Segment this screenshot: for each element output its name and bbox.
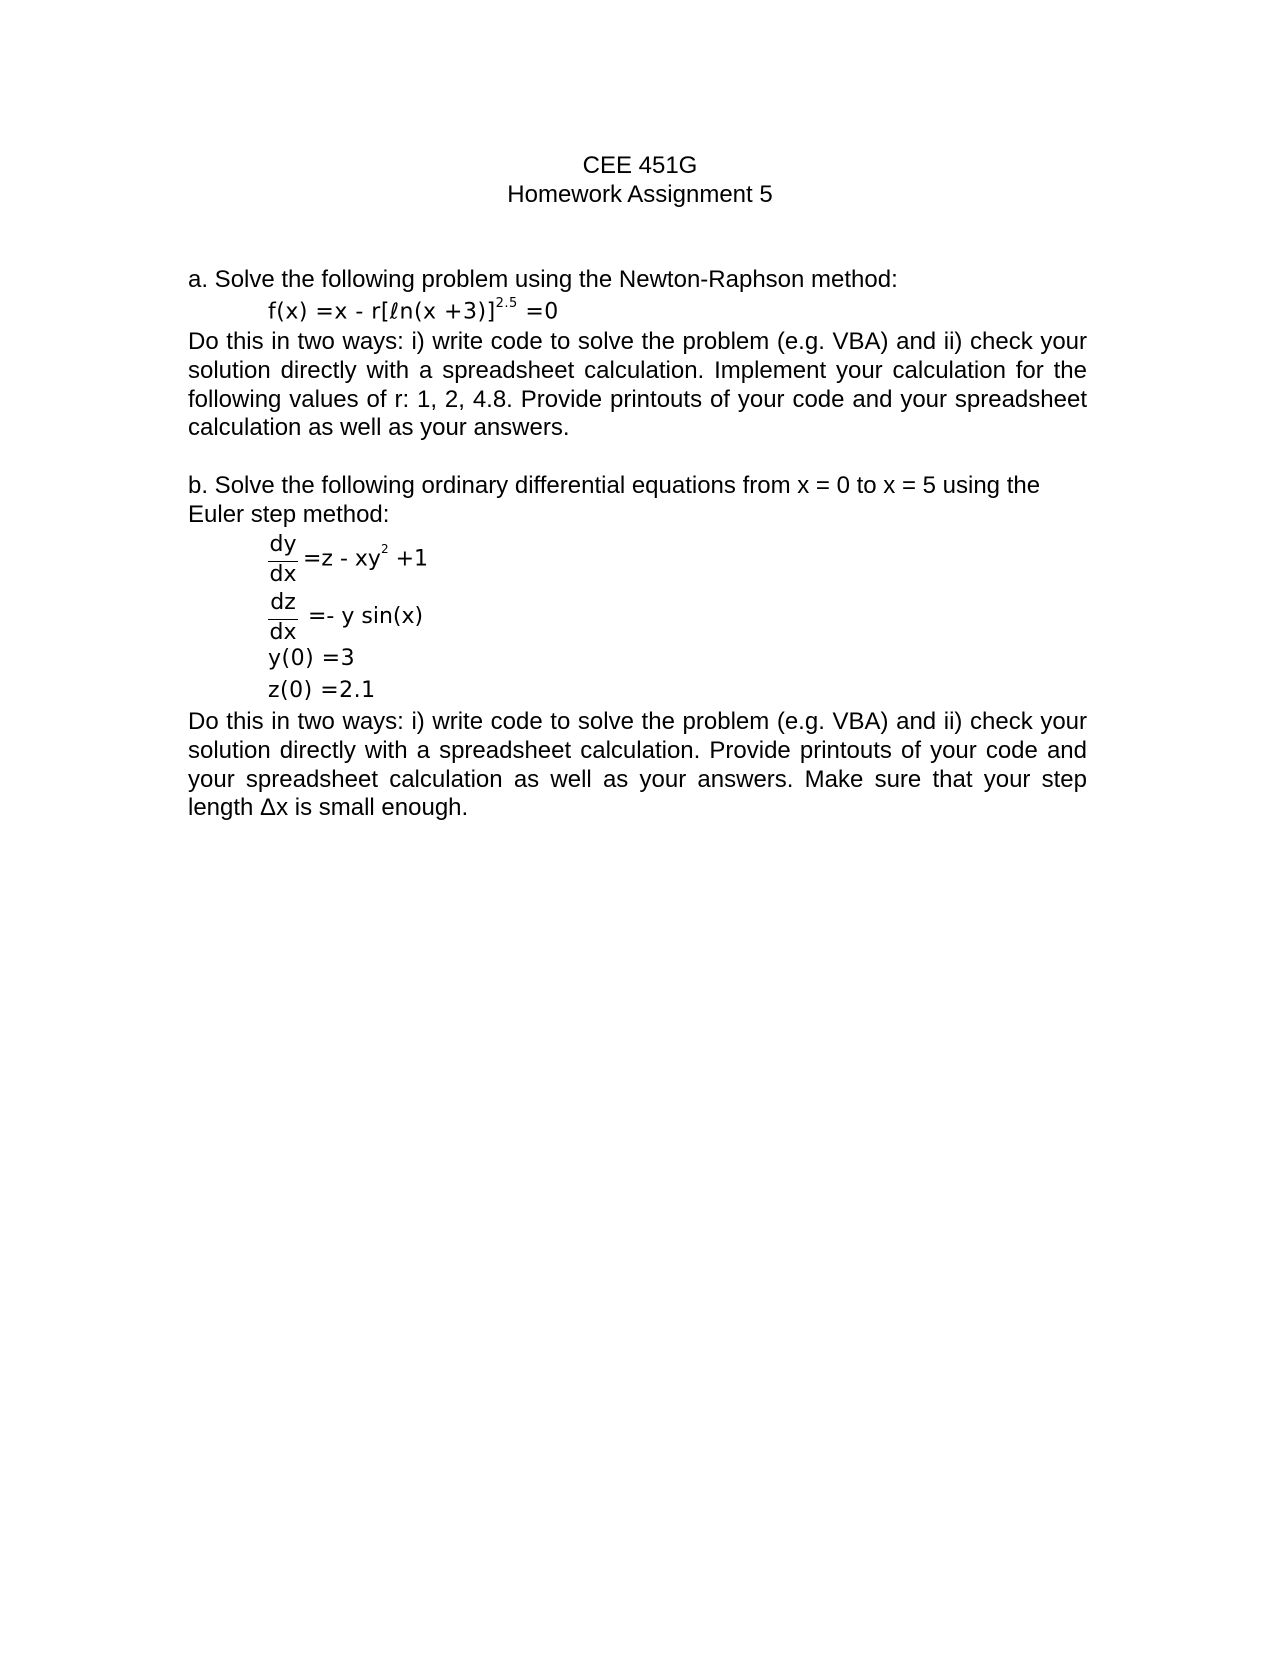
part-b-intro-line2: Euler step method: (188, 501, 390, 528)
rhs-exponent: 2 (380, 542, 389, 556)
equation-lhs: f(x) =x - r[ℓn(x +3)] (268, 299, 496, 325)
frac-denominator: dx (269, 620, 297, 645)
course-code: CEE 451G (582, 152, 698, 179)
equation-rhs: =0 (517, 299, 559, 325)
equation-exponent: 2.5 (495, 296, 518, 311)
assignment-title: Homework Assignment 5 (507, 181, 773, 208)
rhs-part-b: +1 (388, 546, 429, 572)
rhs-part-a: =z - xy (303, 546, 381, 572)
initial-condition-y: y(0) =3 (268, 646, 356, 671)
frac-numerator: dy (269, 532, 297, 557)
part-a-equation (268, 296, 559, 325)
part-a-intro: a. Solve the following problem using the Newton-Raphson method: (188, 266, 898, 293)
frac-numerator: dz (270, 590, 296, 615)
part-b-intro-line1: b. Solve the following ordinary differential equations from x = 0 to x = 5 using the (188, 472, 1041, 499)
part-a-paragraph: Do this in two ways: i) write code to solve the problem (e.g. VBA) and ii) check your solution directly with a spreadsheet calculation. Implement your calculation for the following values of r: 1, 2, 4.8. Provide printouts of your code and your spreadsheet calculation as well as your answers. (188, 328, 1087, 442)
part-b-paragraph: Do this in two ways: i) write code to solve the problem (e.g. VBA) and ii) check your solution directly with a spreadsheet calculation. Provide printouts of your code and your spreadsheet calculation as well as your answers. Make sure that your step length Δx is small enough. (188, 708, 1087, 822)
initial-condition-z: z(0) =2.1 (268, 678, 376, 703)
ode-dz-rhs: =- y sin(x) (308, 604, 424, 629)
ode-dy-rhs (303, 542, 429, 572)
frac-denominator: dx (269, 562, 297, 587)
